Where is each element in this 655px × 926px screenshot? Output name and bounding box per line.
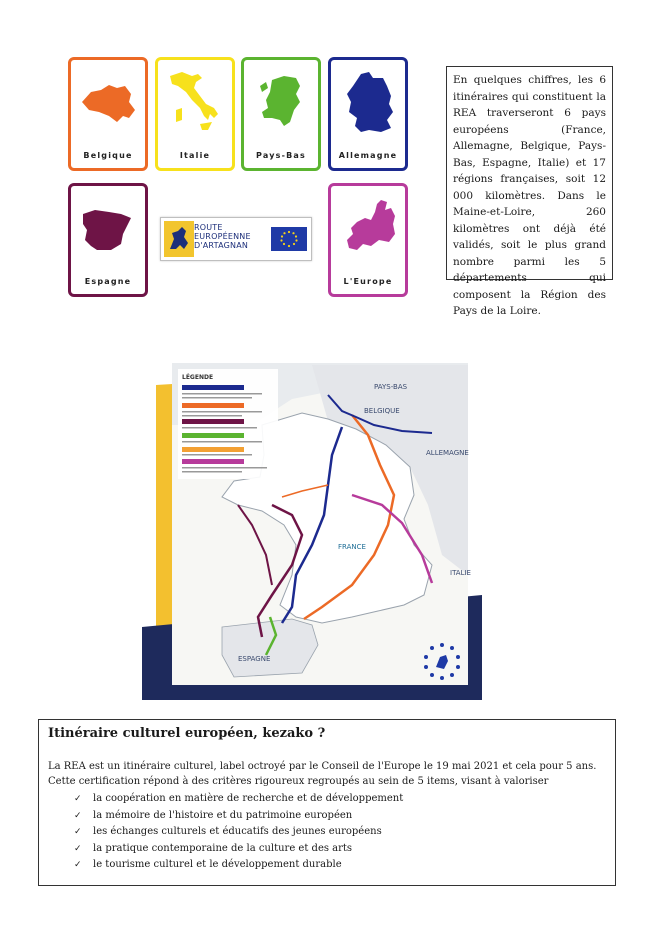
country-label: Italie (179, 151, 211, 160)
country-label: L'Europe (343, 277, 393, 286)
europe-map-icon (337, 194, 399, 264)
netherlands-map-icon (250, 68, 312, 138)
checkmark-icon: ✓ (74, 810, 82, 821)
country-card-allemagne (328, 57, 408, 171)
logo-text: ROUTE EUROPÉENNE D'ARTAGNAN (194, 223, 251, 250)
eu-flag-icon (271, 227, 307, 251)
country-card-pays-bas (241, 57, 321, 171)
country-label: Belgique (83, 151, 133, 160)
map-label-belgique: BELGIQUE (364, 407, 400, 415)
map-label-pays-bas: PAYS-BAS (374, 383, 408, 391)
country-card-italie (155, 57, 235, 171)
map-label-italie: ITALIE (450, 569, 471, 577)
spain-map-icon (77, 194, 139, 264)
list-item: ✓ les échanges culturels et éducatifs des jeunes européens (74, 824, 606, 841)
country-card-europe (328, 183, 408, 297)
checkmark-icon: ✓ (74, 827, 82, 837)
map-label-france: FRANCE (338, 543, 366, 551)
list-item: ✓ le tourisme culturel et le développement durable (74, 857, 606, 874)
country-label: Allemagne (338, 151, 398, 160)
checkmark-icon: ✓ (74, 843, 82, 854)
checkmark-icon: ✓ (74, 860, 82, 870)
germany-map-icon (337, 68, 399, 138)
country-label: Pays-Bas (256, 151, 306, 160)
route-europeenne-logo (160, 217, 312, 261)
route-map-figure (142, 355, 482, 700)
list-item: ✓ la coopération en matière de recherche et de développement (74, 791, 606, 808)
country-card-belgique (68, 57, 148, 171)
country-label: Espagne (84, 277, 132, 286)
criteria-list (48, 791, 606, 874)
italy-map-icon (164, 68, 226, 138)
key-figures-box: En quelques chiffres, les 6 itinéraires qui constituent la REA traverseront 6 pays européens (France, Allemagne, Belgique, Pays-Bas, Espagne, Italie) et 17 régions françaises, soit 12 000 kilomètres. Dans le Maine-et-Loire, 260 kilomètres ont déjà été validés, soit le plus grand nombre parmi les 5 départements qui composent la Région des Pays de la Loire. (446, 66, 613, 280)
belgium-map-icon (77, 68, 139, 138)
list-item: ✓ la pratique contemporaine de la culture et des arts (74, 841, 606, 858)
map-label-espagne: ESPAGNE (238, 655, 271, 663)
info-intro: La REA est un itinéraire culturel, label octroyé par le Conseil de l'Europe le 19 mai 2021 et cela pour 5 ans. Cette certification répond à des critères rigoureux regroupés au sein de 5 items, visant à valoriser (48, 761, 597, 787)
map-label-allemagne: ALLEMAGNE (426, 449, 469, 457)
cultural-route-info-box (38, 719, 616, 886)
country-card-espagne (68, 183, 148, 297)
checkmark-icon: ✓ (74, 794, 82, 804)
info-title: Itinéraire culturel européen, kezako ? (48, 726, 326, 741)
legend-title: LÉGENDE (182, 374, 214, 381)
horseman-emblem-icon (164, 221, 194, 257)
list-item: ✓ la mémoire de l'histoire et du patrimoine européen (74, 808, 606, 825)
